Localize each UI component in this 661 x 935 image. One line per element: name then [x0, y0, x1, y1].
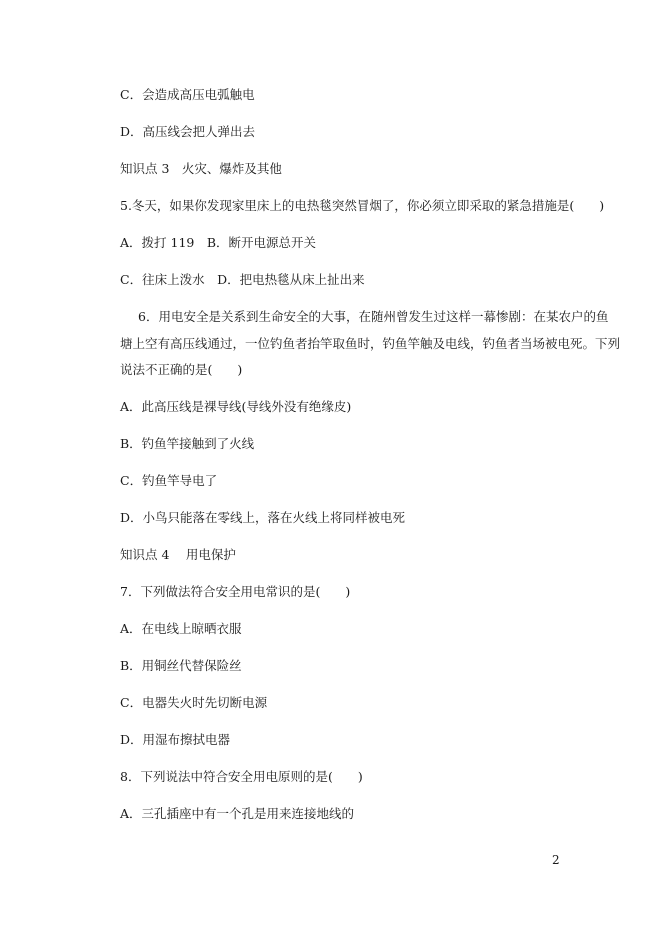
options-cd-q5: C．往床上泼水 D．把电热毯从床上扯出来 [120, 272, 365, 287]
section-heading-4: 知识点 4 用电保护 [120, 547, 236, 562]
option-c-q7: C．电器失火时先切断电源 [120, 695, 268, 710]
question-7: 7．下列做法符合安全用电常识的是( ) [120, 584, 351, 599]
options-ab-q5: A．拨打 119 B．断开电源总开关 [120, 235, 317, 250]
option-c-q6: C．钓鱼竿导电了 [120, 473, 218, 488]
question-8: 8．下列说法中符合安全用电原则的是( ) [120, 769, 363, 784]
option-b-q7: B．用铜丝代替保险丝 [120, 658, 242, 673]
question-6-line-3: 说法不正确的是( ) [120, 362, 243, 377]
option-a-q8: A．三孔插座中有一个孔是用来连接地线的 [120, 806, 355, 821]
option-d-q6: D．小鸟只能落在零线上，落在火线上将同样被电死 [120, 510, 406, 525]
option-a-q6: A．此高压线是裸导线(导线外没有绝缘皮) [120, 399, 352, 414]
option-d-q4: D．高压线会把人弹出去 [120, 124, 256, 139]
question-5: 5.冬天，如果你发现家里床上的电热毯突然冒烟了，你必须立即采取的紧急措施是( ) [120, 198, 605, 213]
question-6-line-2: 塘上空有高压线通过，一位钓鱼者抬竿取鱼时，钓鱼竿触及电线，钓鱼者当场被电死。下列 [120, 336, 621, 351]
option-b-q6: B．钓鱼竿接触到了火线 [120, 436, 255, 451]
page-number: 2 [552, 853, 560, 867]
option-d-q7: D．用湿布擦拭电器 [120, 732, 231, 747]
question-6-line-1: 6．用电安全是关系到生命安全的大事，在随州曾发生过这样一幕惨剧：在某农户的鱼 [138, 309, 609, 324]
section-heading-3: 知识点 3 火灾、爆炸及其他 [120, 161, 282, 176]
option-a-q7: A．在电线上晾晒衣服 [120, 621, 242, 636]
option-c-q4: C．会造成高压电弧触电 [120, 87, 255, 102]
